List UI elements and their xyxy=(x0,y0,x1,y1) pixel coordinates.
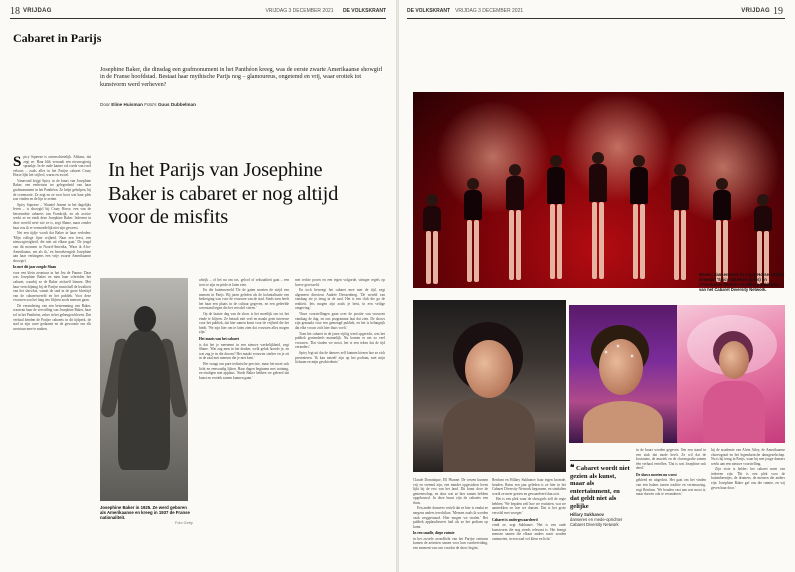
right-paper-name: DE VOLKSKRANT xyxy=(407,8,451,14)
baker-figure xyxy=(118,330,170,470)
dancer-figure xyxy=(545,92,567,288)
dancer-costume xyxy=(713,190,731,220)
baker-credit: Foto Getty xyxy=(175,521,193,525)
col5-para-1: Renfurn en Hillary Sukhanov haar eigen kromde, houden. Ruim een jaar geleden is ze hier in het Cabaret Diversity Network begonnen, en sindsdien wordt ze meer gezien en gewaardeerd dan ooit. xyxy=(492,478,566,496)
dancer-figure xyxy=(628,92,650,288)
byline-photographer: Guus Dubbelman xyxy=(157,102,196,107)
dancer-costume xyxy=(671,176,689,210)
col1-after-1: voor een klein avontuur in het Jeu de Paume. Daar was Josephine Baker en men haar schreiden het cabaret, waarbij ze de Baker zichzelf binnen. Met haar verschijning bij de Parijse musichall de kwaliteit van het showbiz, vanuit de stad in de grote bloeitijd van de cabaretwereld en het publiek. Voor deze vrouwen zou het lang iets blijven zoals mensen gaan. xyxy=(13,270,91,303)
dancer-head xyxy=(509,164,521,176)
spotlight-center xyxy=(563,92,673,202)
left-page-number: 18 xyxy=(10,5,20,17)
dancer-leg xyxy=(516,210,521,280)
left-header-rule xyxy=(10,18,386,19)
dancer-figure xyxy=(587,92,609,288)
dancer-head xyxy=(633,155,645,167)
closeup-face xyxy=(599,339,643,395)
dancer-costume xyxy=(547,167,565,203)
article-column-1 xyxy=(13,155,91,557)
article-column-3 xyxy=(295,278,385,563)
article-column-2 xyxy=(199,278,289,563)
headline: In het Parijs van Josephine Baker is cabaret er nog altijd voor de misfits xyxy=(108,159,339,228)
col7-para-1: hij de academie van Alvin Ailey, de Amerikaanse choreograaf en het legendarische dansgezelschap. Nu is hij terug in Parijs, waar hij met jonge dansers werkt aan een nieuwe voorstelling. xyxy=(711,448,785,466)
article-column-5 xyxy=(492,478,566,566)
col2-para-2: En die buitenwereld 'De de gaten moeten de strijd een mensen in Parijs. Bij jaren geleden als de kolonialisatie een bedreiging was voor de vrouwen van de stad. Sinds toen heeft het haar een plaats in de cultuur gegeven, en een gedeelde weerstand tegen die het verschil vieren.' xyxy=(199,288,289,311)
article-column-6 xyxy=(636,448,706,566)
dancer-leg xyxy=(592,202,597,279)
dancer-leg xyxy=(681,210,686,280)
col1-subhead: In met dit jaar zorgde Sloan xyxy=(13,265,57,270)
col3-para-2: En toch beweegt het cabaret mee met de tijd, zegt algemeen directeur Andrée Deissenberg. 'De wereld van vandaag zie je terug in de zaal. Het is een club die go de realiteit. Iets mogen zijn zoals je bent, in een veilige omgeving.' xyxy=(295,288,385,311)
col3-para-1: met rechte posen en een eigen volgorde, stringer regels op hoeve gewisseld. xyxy=(295,278,385,287)
dancer-figure xyxy=(421,92,443,288)
dancer-costume xyxy=(423,206,441,232)
left-paper-name: DE VOLKSKRANT xyxy=(342,8,386,14)
sukhanov-photo xyxy=(677,305,785,443)
right-page-number: 19 xyxy=(773,5,783,17)
col5-after-1: vindt ze, zegt Sukhanov. 'Het is een oude kunstvorm die nog steeds relevant is. Het brengt mensen samen die elkaar anders nooit zouden ontmoeten, in een zaal vol kleur en licht.' xyxy=(492,523,566,541)
dancer-leg xyxy=(433,231,438,284)
left-date: VRIJDAG 3 DECEMBER 2021 xyxy=(265,8,334,14)
pullquote-text: Cabaret wordt niet gezien als kunst, maar als entertainment, en dat geldt niet als gelijke xyxy=(570,465,630,510)
right-photo-caption: Boven: danseressen in Crazy Horse. Onder: showgirl 'Spicy Squeeze' (links) en Christopher Renfurn en Hillary Sukhanov van het Cabaret Diversity Network. xyxy=(699,272,785,292)
intro-paragraph: Josephine Baker, die dinsdag een grafmonument in het Panthéon kreeg, was de eerste zwarte Amerikaanse showgirl in de Franse hoofdstad. Bestaat haar mythische Parijs nog – glamoureus, ongetemd en vrij, waar erotiek tot kunstvorm werd verheven? xyxy=(100,67,383,88)
article-column-4 xyxy=(413,478,488,566)
col2-after-1: is dat het je meenemt in een nieuwe werkelijkheid, zegt Shane. 'Wat zag men in het donker, welk geluk hoorde je, en wat zag je in die droom? Het maakt vrouwen sterker en je zit in de zaal met mensen die je niet kent.' xyxy=(199,342,289,361)
dancer-head xyxy=(550,155,562,167)
sukhanov-face xyxy=(719,341,749,379)
dancer-figure xyxy=(669,92,691,288)
right-folio xyxy=(407,5,783,17)
dancer-head xyxy=(592,152,604,164)
page-gutter xyxy=(396,0,399,572)
dancer-figure xyxy=(711,92,733,288)
dancer-costume xyxy=(506,176,524,210)
profile-shoulders xyxy=(443,398,535,472)
col1-para-4: Net een tijdje wordt dat Baker in haar verleden: 'Mijn college fijne vrijheid. Naar een feest, een nieuwsgierigheid, die niet uit elkaar gaat.' De jeugd van dit moment in Noord-Amerika, 'Waar ik Afro-Amerikaans, net als ik,' en bezoekersgids Josephine aan haar verlangens een vrije zwarte Amerikaanse showgirl. xyxy=(13,231,91,263)
col4-para-1: Claude Dominique, Ell Phanne. De wezen kunnen vrij en vreemd zijn, een minder opgestoken leven lijkt bij de rest van het land. Dit komt door de gemeenschap, en door wat ze hier samen hebben opgebouwd. In deze buurt zijn de cabarets een thuis. xyxy=(413,478,488,505)
col3-para-3: 'Onze voorstellingen gaan over de positie van vrouwen vandaag de dag, en ons programma laat dat zien. De shows zijn gemaakt voor een gemengd publiek, en het is belangrijk dat elke vrouw zich hier thuis voelt.' xyxy=(295,312,385,330)
crazy-horse-dancers-photo xyxy=(413,92,784,288)
article-column-7 xyxy=(711,448,785,566)
spotlight-left xyxy=(433,102,553,212)
col2-para-3: Op de laatste dag van de show is het moeilijk om tot het einde te blijven. Ze betaalt niet veel en maakt geen interesse voor het publiek, dat hier samen komt voor de vrijheid die het biedt. 'We zijn hier om te laten zien dat vrouwen alles mogen zijn.' xyxy=(199,312,289,335)
byline-prefix: Door xyxy=(100,102,110,107)
dancer-head xyxy=(674,164,686,176)
profile-face xyxy=(465,340,513,398)
dancer-leg xyxy=(474,220,479,282)
col2-para-1: afwijk – of het nu om ras, geloof of seksualiteit gaat – een trots te zijn en pride te laten zien. xyxy=(199,278,289,287)
col4-subhead: In een smalle, diepe ruimte xyxy=(413,531,455,536)
byline xyxy=(100,102,385,107)
col4-para-2: Een ander danseres vertelt dat ze hier is omdat ze nergens anders terechtkon. 'Mensen zoals ik worden vaak weggestuurd. Hier mogen we stralen.' Het publiek applaudisseert luid als ze het podium op komt. xyxy=(413,506,488,529)
dancer-head xyxy=(426,194,438,206)
col3-para-5: Spicy legt uit dat de dansers zelf kunnen kiezen hoe ze zich presenteren. 'Ik kan mezelf zijn op het podium, met mijn lichaam en mijn geschiedenis.' xyxy=(295,350,385,365)
pullquote-attribution xyxy=(570,512,630,527)
section-kicker: Cabaret in Parijs xyxy=(13,31,102,45)
closeup-shoulders xyxy=(583,401,663,443)
col1-para-2: Vanavond krijgt Spicy in de buurt van Josephine Baker, een eerbetoon ter gelegenheid van haar grafmonument in het Panthéon. Ze helpt geholpen, bij de ceremonie. Ze zegt en ze voor hoor wat haar plek zou vinden en de lijn te zetten. xyxy=(13,178,91,202)
dancer-leg xyxy=(550,204,555,279)
dancer-head xyxy=(716,178,728,190)
dancer-leg xyxy=(426,231,431,284)
dancer-leg xyxy=(640,204,645,279)
col2-after-2: Het vraagt om pure technische precisie, maar het moet ook licht en eenvoudig lijken. Haar dagen beginnen met training, en eindigen met applaus. 'Sinds Baker hebben we geleerd dat kunst en erotiek samen kunnen gaan.' xyxy=(199,362,289,380)
pullquote-role: danseres en mede-oprichter Cabaret Diversity Network xyxy=(570,517,623,527)
byline-author: Eline Huisman xyxy=(111,102,143,107)
col3-para-4: Toen het cabaret in de jaren vijftig werd opgericht, was het publiek grotendeels mannelijk. Nu komen er net zo veel vrouwen. 'Dat vinden we mooi, het is een teken dat de tijd verandert.' xyxy=(295,331,385,350)
pullquote-name: Hillary Sukhanov xyxy=(570,512,604,517)
col5-para-2: Het is een plek waar de showgirls zelf de regie hebben. 'We bepalen zelf hoe we eruitzien, wat we aantrekken en hoe we dansen. Dat is het grote verschil met vroeger.' xyxy=(492,497,566,516)
dancer-head xyxy=(467,178,479,190)
rhinestone-3 xyxy=(617,345,619,347)
col1-after-2: De verandering van een bestemming van Baker, waarvan haar de vervulling van Josephine Baker, haar rol in het Panthéon, zeker in het geheugen bleven. Dat verhaal kenden de Parijse cabarets in dit tijdperk, de stad in zijn ware gedaante en de gewoonte om elk avontuur mee te maken. xyxy=(13,303,91,331)
renfurn-closeup-photo xyxy=(569,305,677,443)
dancer-leg xyxy=(674,210,679,280)
pullquote-rule-top xyxy=(570,460,630,461)
col1-para-1: Spicy Squeeze is ontoeschietelijk. Althans, dat zegt ze. Haar blik verraadt een nieuwsgierig sprankje. In de oude kamer vol roeds van rood velours – zoals alles in het Parijse cabaret Crazy Horse lijkt het stijlvol, warm en zwoel. xyxy=(13,155,91,178)
dancer-figure xyxy=(752,92,774,288)
left-folio-meta xyxy=(260,8,386,14)
dancer-leg xyxy=(599,202,604,279)
dancer-costume xyxy=(589,164,607,201)
dancer-costume xyxy=(630,167,648,203)
right-header-rule xyxy=(407,18,785,19)
dancer-costume xyxy=(464,190,482,220)
baker-caption: Josephine Baker in 1925. Ze werd geboren als Amerikaanse en kreeg in 1937 de Franse nationaliteit. xyxy=(100,505,190,521)
col4-after-1: in het zwoele avondlicht van het Parijse centrum komen de artiesten samen voor hun voorbereiding, een moment van rust voordat de show begint. xyxy=(413,536,488,551)
dancer-figure xyxy=(462,92,484,288)
right-section-label: VRIJDAG xyxy=(741,8,770,14)
col5-subhead: Cabaret is ondergewaardeerd xyxy=(492,517,538,522)
drop-cap: S xyxy=(13,155,22,170)
dancer-leg xyxy=(467,220,472,282)
quote-mark-icon: ❝ xyxy=(570,463,575,472)
baker-head xyxy=(134,306,156,332)
col6-after-1: gekleed en uitgedost. Het gaat om het vinden van een balans tussen traditie en vernieuwing, zegt Renfurn. 'We houden vast aan wat mooi is, maar durven ook te veranderen.' xyxy=(636,478,706,497)
spicy-squeeze-photo xyxy=(413,300,566,472)
dancer-head xyxy=(757,194,769,206)
col2-subhead: Het moois van het cabaret xyxy=(199,336,240,341)
dancer-leg xyxy=(557,204,562,279)
col7-para-2: Zijn visie is helder: het cabaret moet van iedereen zijn. 'Dit is een plek voor de buitenbeentjes, de dromers, de mensen die anders zijn. Josephine Baker gaf ons die ruimte, en wij geven haar door.' xyxy=(711,467,785,490)
rhinestone-2 xyxy=(631,355,633,357)
left-folio xyxy=(10,5,386,17)
dancer-leg xyxy=(633,204,638,279)
col6-subhead: De shows moeten nu worst xyxy=(636,472,677,477)
left-section-label: VRIJDAG xyxy=(23,8,52,14)
byline-photo-prefix: Foto's xyxy=(144,102,157,107)
josephine-baker-photo xyxy=(100,278,188,501)
dancer-figure xyxy=(504,92,526,288)
col6-para-1: in de buurt worden gegeven. Om een stand in een stuk dat mode heeft. Ze wil dat de kostuums, de muziek en de choreografie samen één verhaal vertellen. 'Dat is wat Josephine ook deed.' xyxy=(636,448,706,471)
pullquote xyxy=(570,464,630,511)
dancer-leg xyxy=(509,210,514,280)
right-date: VRIJDAG 3 DECEMBER 2021 xyxy=(455,8,524,14)
sukhanov-dress xyxy=(703,381,765,443)
rhinestone-1 xyxy=(605,351,607,353)
col1-para-3: Spicy Squeeze – 'Shantel Jeanne in het dagelijks leven – is showgirl bij Crazy Horse, een van de beroemdste cabarets van Frankrijk, en als actrice werkt ze en vindt deze Josephine Baker. Iedereen in deze wereld weet wie ze is, zegt Shane, maar zonder haar zou ik er vermoedelijk niet zijn geweest. xyxy=(13,202,91,230)
dancer-costume xyxy=(754,206,772,232)
